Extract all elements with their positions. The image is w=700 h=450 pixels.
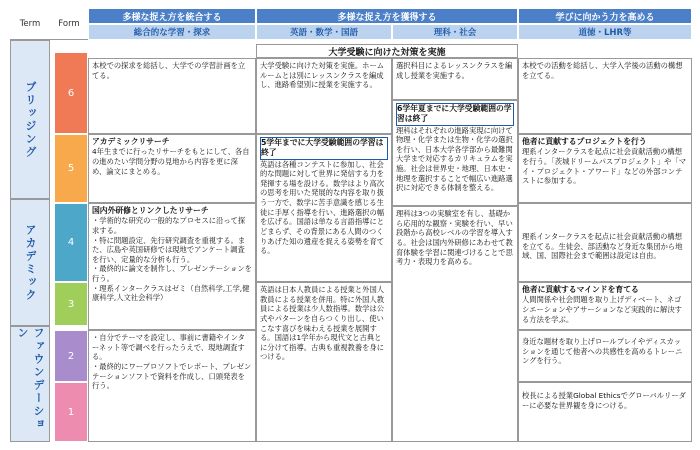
cell-sogo-5	[88, 134, 256, 203]
cell-sogo-4-3-body: ・学術的な研究の一般的なプロセスに沿って探求する。 ・特に問題設定、先行研究調査を重視する。また、広島や英国研修では現地でアンケート調査を行い、定量的な分析も行う。 ・最終的に論文を制作し、プレゼンテーションを行う。 ・理系インタークラスはゼミ（自然科学,工学,健康科学,人文社会科学）	[92, 216, 252, 303]
category-motivation-title: 学びに向かう力を高める	[518, 8, 692, 24]
form-2: 2	[54, 330, 88, 382]
subject-rika-shakai: 理科・社会	[392, 24, 518, 40]
cell-sogo-2-1-text: ・自分でテーマを設定し、事前に書籍やインターネット等で調べを行ったうえで、現地調査する。 ・最終的にワープロソフトでレポート、プレゼンテーションソフトで資料を作成し、口頭発表を行う。	[92, 333, 252, 391]
cell-sogo-4-3-title: 国内外研修とリンクしたリサーチ	[92, 206, 209, 215]
cell-dotoku-2	[518, 330, 692, 382]
cell-rika-5	[392, 100, 518, 206]
cell-eigo-lower-text: 英語は日本人教員による授業と外国人教員による授業を併用。特に外国人教員による授業は少人数指導。数学は公式やパターンを自らつくり出し、使いこなす喜びを味わえる授業を展開する。国語は1学年から現代文と古典とに分けて指導。古典も重視教養を身につける。	[260, 285, 385, 362]
term-foundation: ファウンデーション	[10, 326, 50, 442]
term-bridging: ブリッジング	[10, 40, 50, 199]
cell-rika-6-text: 選択科目によるレッスンクラスを編成し授業を実施する。	[396, 61, 513, 80]
cell-rika-5-title: 6学年夏までに大学受験範囲の学習は終了	[396, 103, 514, 126]
cell-dotoku-5	[518, 134, 692, 203]
cell-sogo-6-text: 本校での探求を総括し、大学での学習計画を立てる。	[92, 61, 246, 80]
subject-sogo: 総合的な学習・探求	[88, 24, 256, 40]
cell-dotoku-4	[518, 203, 692, 282]
cell-sogo-6	[88, 58, 256, 134]
form-6: 6	[54, 52, 88, 134]
cell-dotoku-6-text: 本校での活動を総括し、大学入学後の活動の構想を立てる。	[522, 61, 683, 80]
category-integrate-title: 多様な捉え方を統合する	[88, 8, 256, 24]
banner-exam-prep: 大学受験に向けた対策を実施	[256, 44, 518, 58]
subject-eigo-sugaku-kokugo: 英語・数学・国語	[256, 24, 392, 40]
category-acquire-title: 多様な捉え方を獲得する	[256, 8, 518, 24]
form-4: 4	[54, 203, 88, 282]
cell-eigo-6-text: 大学受験に向けた対策を実施。ホームルームとは別にレッスンクラスを編成し、進路希望別に授業を実施する。	[260, 61, 385, 90]
cell-eigo-5-body: 英語は各種コンテストに参加し、社会的な問題に対して世界に発信する力を発揮する場を設ける。数学はより高次の思考を用いた発展的な内容を取り扱う一方で、数学に苦手意識を感じる生徒に手厚く指導を行い、進路選択の幅を広げる。国語は単なる言語指導にとどまらず、その背景にある人間のつくりあげた知の遺産を捉える姿勢を育てる。	[260, 159, 385, 256]
cell-rika-lower-text: 理科は3つの実験室を有し、基礎から応用的な観察・実験を行い、早い段階から高校レベルの学習を導入する。社会は国内外研修にあわせて教育体験を学習に関連づけることで思考力・表現力を高める。	[396, 209, 513, 267]
cell-sogo-2-1	[88, 330, 256, 442]
form-1: 1	[54, 382, 88, 442]
form-header: Form	[50, 8, 88, 40]
cell-dotoku-1-text: 校長による授業Global Ethicsでグローバルリーダーに必要な世界観を身につける。	[522, 391, 686, 410]
cell-eigo-6	[256, 58, 392, 134]
cell-rika-lower	[392, 206, 518, 442]
cell-eigo-5-4	[256, 134, 392, 282]
cell-dotoku-3	[518, 282, 692, 330]
subject-dotoku-lhr: 道徳・LHR等	[518, 24, 692, 40]
form-3: 3	[54, 282, 88, 326]
term-header: Term	[10, 8, 50, 40]
cell-rika-5-body: 理科はそれぞれの進路実現に向けて物理・化学または生物・化学の選択を行い、日本大学各学部から最難関大学まで対応するカリキュラムを実施。社会は世界史・地理、日本史・地理を選択することで幅広い進路選択に対応できる体制を整える。	[396, 125, 513, 193]
cell-rika-6	[392, 58, 518, 100]
cell-dotoku-5-body: 理系インタークラスを起点に社会貢献活動の構想を行う。「茨城ドリームパスプロジェクト」や「マイ・プロジェクト・アワード」などの外部コンテストに参加する。	[522, 147, 687, 186]
cell-dotoku-5-title: 他者に貢献するプロジェクトを行う	[522, 137, 647, 146]
cell-dotoku-4-text: 理系インタークラスを起点に社会貢献活動の構想を立てる。生徒会、部活動など身近な集団から地域、国、国際社会まで範囲は設定は自由。	[522, 232, 683, 261]
cell-dotoku-6	[518, 58, 692, 134]
cell-sogo-5-title: アカデミックリサーチ	[92, 137, 170, 146]
cell-eigo-5-title: 5学年までに大学受験範囲の学習は終了	[260, 137, 388, 160]
form-5: 5	[54, 134, 88, 203]
cell-dotoku-2-text: 身近な題材を取り上げロールプレイやディスカッションを通じて他者への共感性を高めるトレーニングを行う。	[522, 337, 683, 366]
cell-sogo-4-3	[88, 203, 256, 330]
cell-sogo-5-body: 4年生までに行ったリサーチをもとにして、各自の進めたい学問分野の見地から内容を更に深め、論文にまとめる。	[92, 147, 250, 176]
cell-dotoku-3-body: 人間関係や社会問題を取り上げディベート、ネゴシエーションやアサーションなど実践的に解決する方法を学ぶ。	[522, 295, 682, 324]
cell-dotoku-3-title: 他者に貢献するマインドを育てる	[522, 285, 639, 294]
cell-dotoku-1	[518, 382, 692, 442]
cell-eigo-lower	[256, 282, 392, 442]
term-academic: アカデミック	[10, 199, 50, 326]
